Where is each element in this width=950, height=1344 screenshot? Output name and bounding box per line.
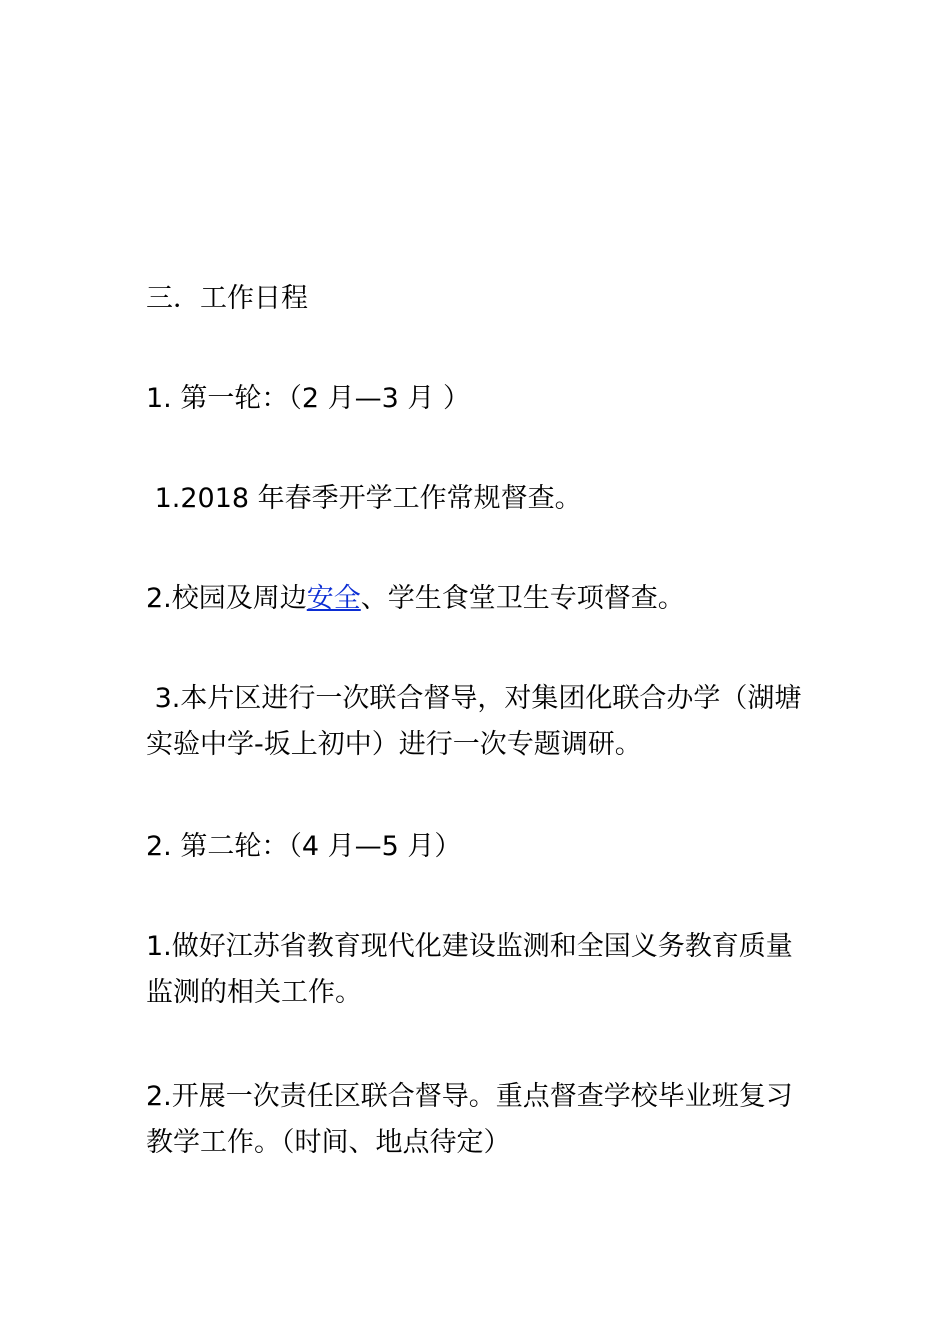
round1-item-3: 3.本片区进行一次联合督导，对集团化联合办学（湖塘实验中学-坂上初中）进行一次专题调研。 <box>146 683 802 760</box>
round2-heading: 2. 第二轮：（4 月—5 月） <box>146 831 462 862</box>
round2-item-2: 2.开展一次责任区联合督导。重点督查学校毕业班复习教学工作。（时间、地点待定） <box>146 1081 793 1158</box>
section-heading: 三．工作日程 <box>146 283 308 314</box>
round2-item-1: 1.做好江苏省教育现代化建设监测和全国义务教育质量监测的相关工作。 <box>146 931 793 1008</box>
round1-item-1: 1.2018 年春季开学工作常规督查。 <box>146 483 582 514</box>
round1-heading: 1. 第一轮：（2 月—3 月 ） <box>146 383 470 414</box>
round1-item-2-text-before: 2.校园及周边 <box>146 583 307 614</box>
safety-link[interactable]: 安全 <box>306 583 361 614</box>
round1-item-2 <box>146 576 816 622</box>
round1-item-2-text-after: 、学生食堂卫生专项督查。 <box>360 583 685 614</box>
